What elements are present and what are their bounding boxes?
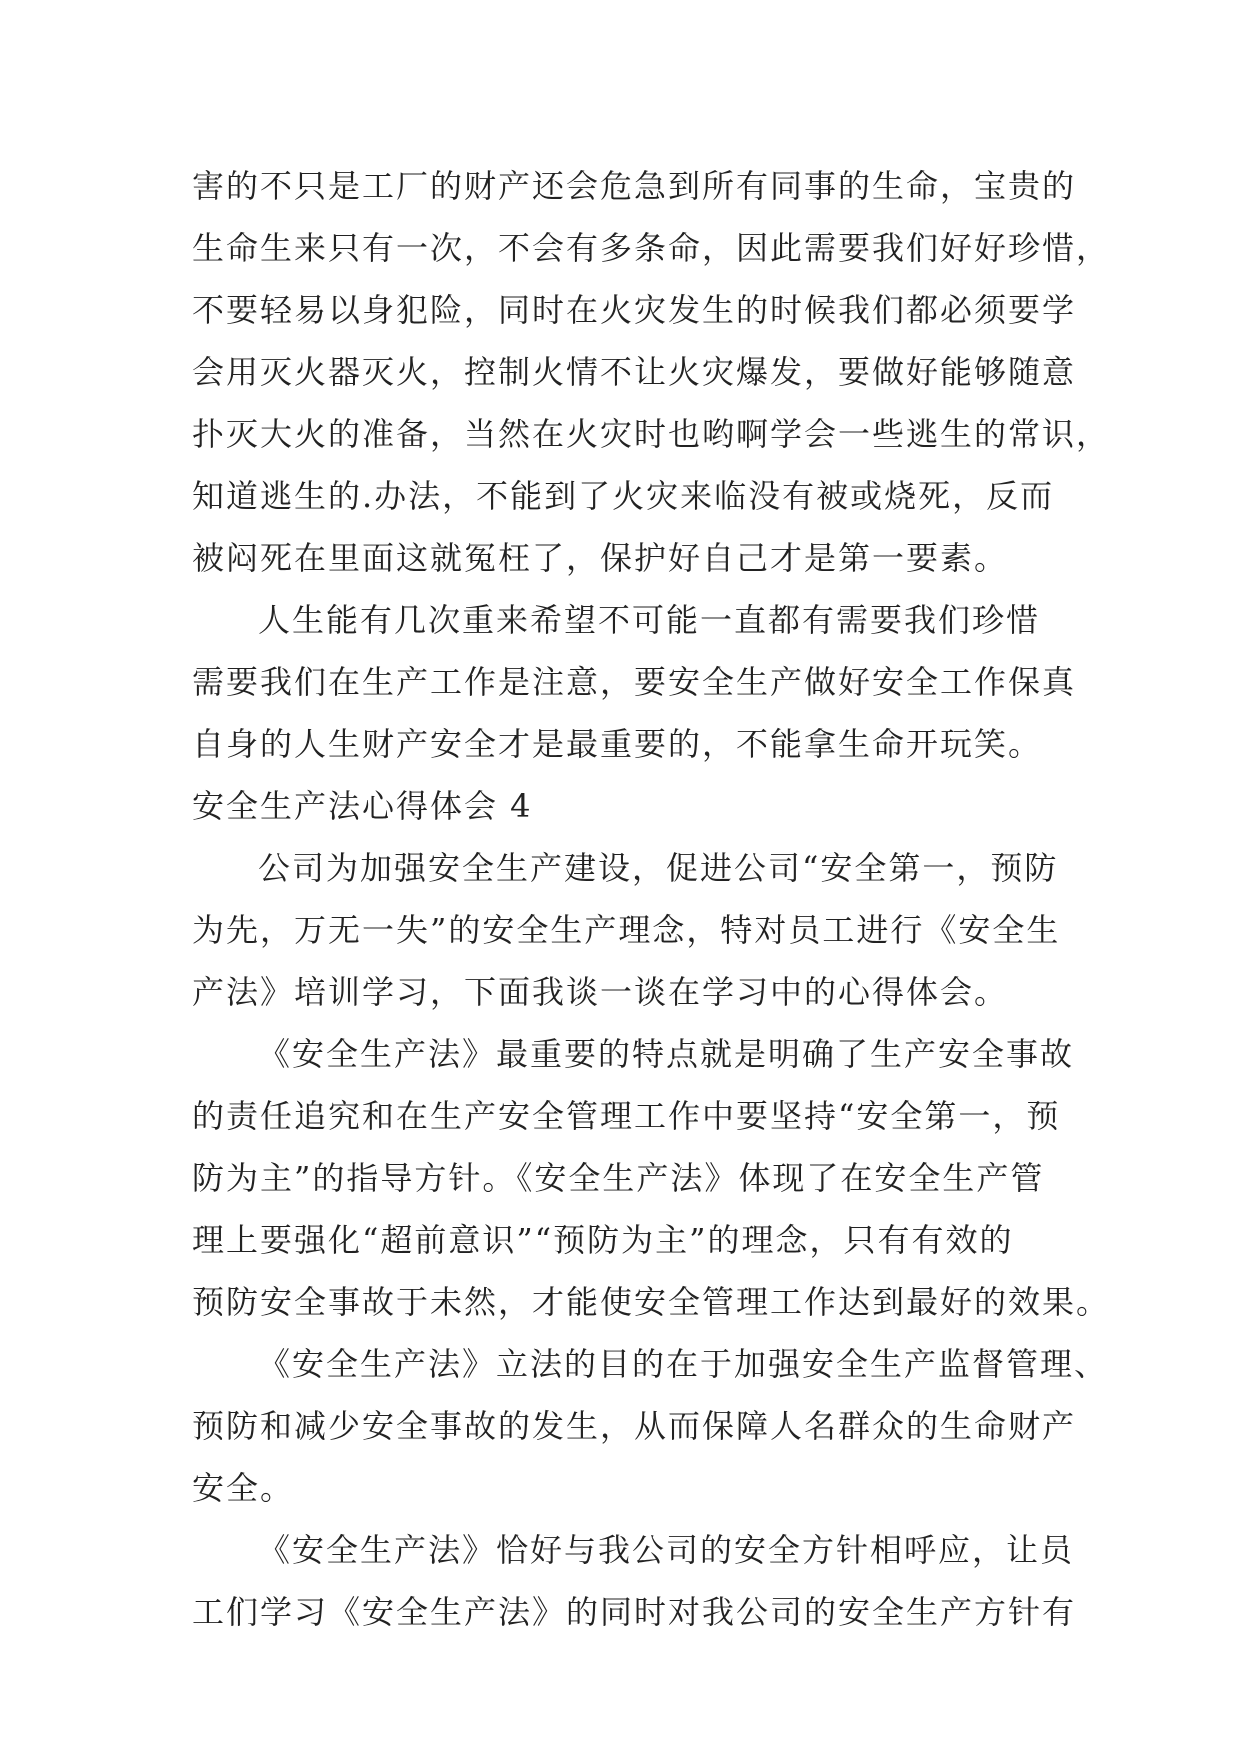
text-line: 需要我们在生产工作是注意，要安全生产做好安全工作保真 [192, 663, 1077, 701]
document-body [192, 155, 1111, 1643]
text-line: 理上要强化“超前意识”“预防为主”的理念，只有有效的 [192, 1221, 1014, 1259]
text-line: 自身的人生财产安全才是最重要的，不能拿生命开玩笑。 [192, 725, 1043, 763]
text-line: 防为主”的指导方针。《安全生产法》体现了在安全生产管 [192, 1159, 1045, 1197]
text-line: 预防和减少安全事故的发生，从而保障人名群众的生命财产 [192, 1407, 1077, 1445]
text-line: 被闷死在里面这就冤枉了，保护好自己才是第一要素。 [192, 539, 1009, 577]
text-line: 《安全生产法》恰好与我公司的安全方针相呼应，让员 [258, 1531, 1075, 1569]
paragraph [192, 837, 1061, 1023]
section-heading: 安全生产法心得体会 4 [192, 787, 533, 825]
text-line: 安全。 [192, 1469, 295, 1507]
text-line: 《安全生产法》立法的目的在于加强安全生产监督管理、 [258, 1345, 1109, 1383]
text-line: 的责任追究和在生产安全管理工作中要坚持“安全第一，预 [192, 1097, 1061, 1135]
text-line: 扑灭大火的准备，当然在火灾时也哟啊学会一些逃生的常识， [192, 415, 1111, 453]
text-line: 工们学习《安全生产法》的同时对我公司的安全生产方针有 [192, 1593, 1077, 1631]
text-line: 害的不只是工厂的财产还会危急到所有同事的生命，宝贵的 [192, 167, 1077, 205]
text-line: 预防安全事故于未然，才能使安全管理工作达到最好的效果。 [192, 1283, 1111, 1321]
paragraph [192, 1333, 1109, 1519]
text-line: 人生能有几次重来希望不可能一直都有需要我们珍惜 [258, 601, 1041, 639]
paragraph [192, 589, 1077, 775]
paragraph [192, 1023, 1111, 1333]
text-line: 知道逃生的.办法，不能到了火灾来临没有被或烧死，反而 [192, 477, 1055, 515]
paragraph [192, 1519, 1077, 1643]
text-line: 生命生来只有一次，不会有多条命，因此需要我们好好珍惜， [192, 229, 1111, 267]
text-line: 为先，万无一失”的安全生产理念，特对员工进行《安全生 [192, 911, 1061, 949]
text-line: 不要轻易以身犯险，同时在火灾发生的时候我们都必须要学 [192, 291, 1077, 329]
text-line: 会用灭火器灭火，控制火情不让火灾爆发，要做好能够随意 [192, 353, 1077, 391]
text-line: 《安全生产法》最重要的特点就是明确了生产安全事故 [258, 1035, 1075, 1073]
paragraph [192, 155, 1111, 589]
text-line: 产法》培训学习，下面我谈一谈在学习中的心得体会。 [192, 973, 1009, 1011]
text-line: 公司为加强安全生产建设，促进公司“安全第一，预防 [258, 849, 1059, 887]
